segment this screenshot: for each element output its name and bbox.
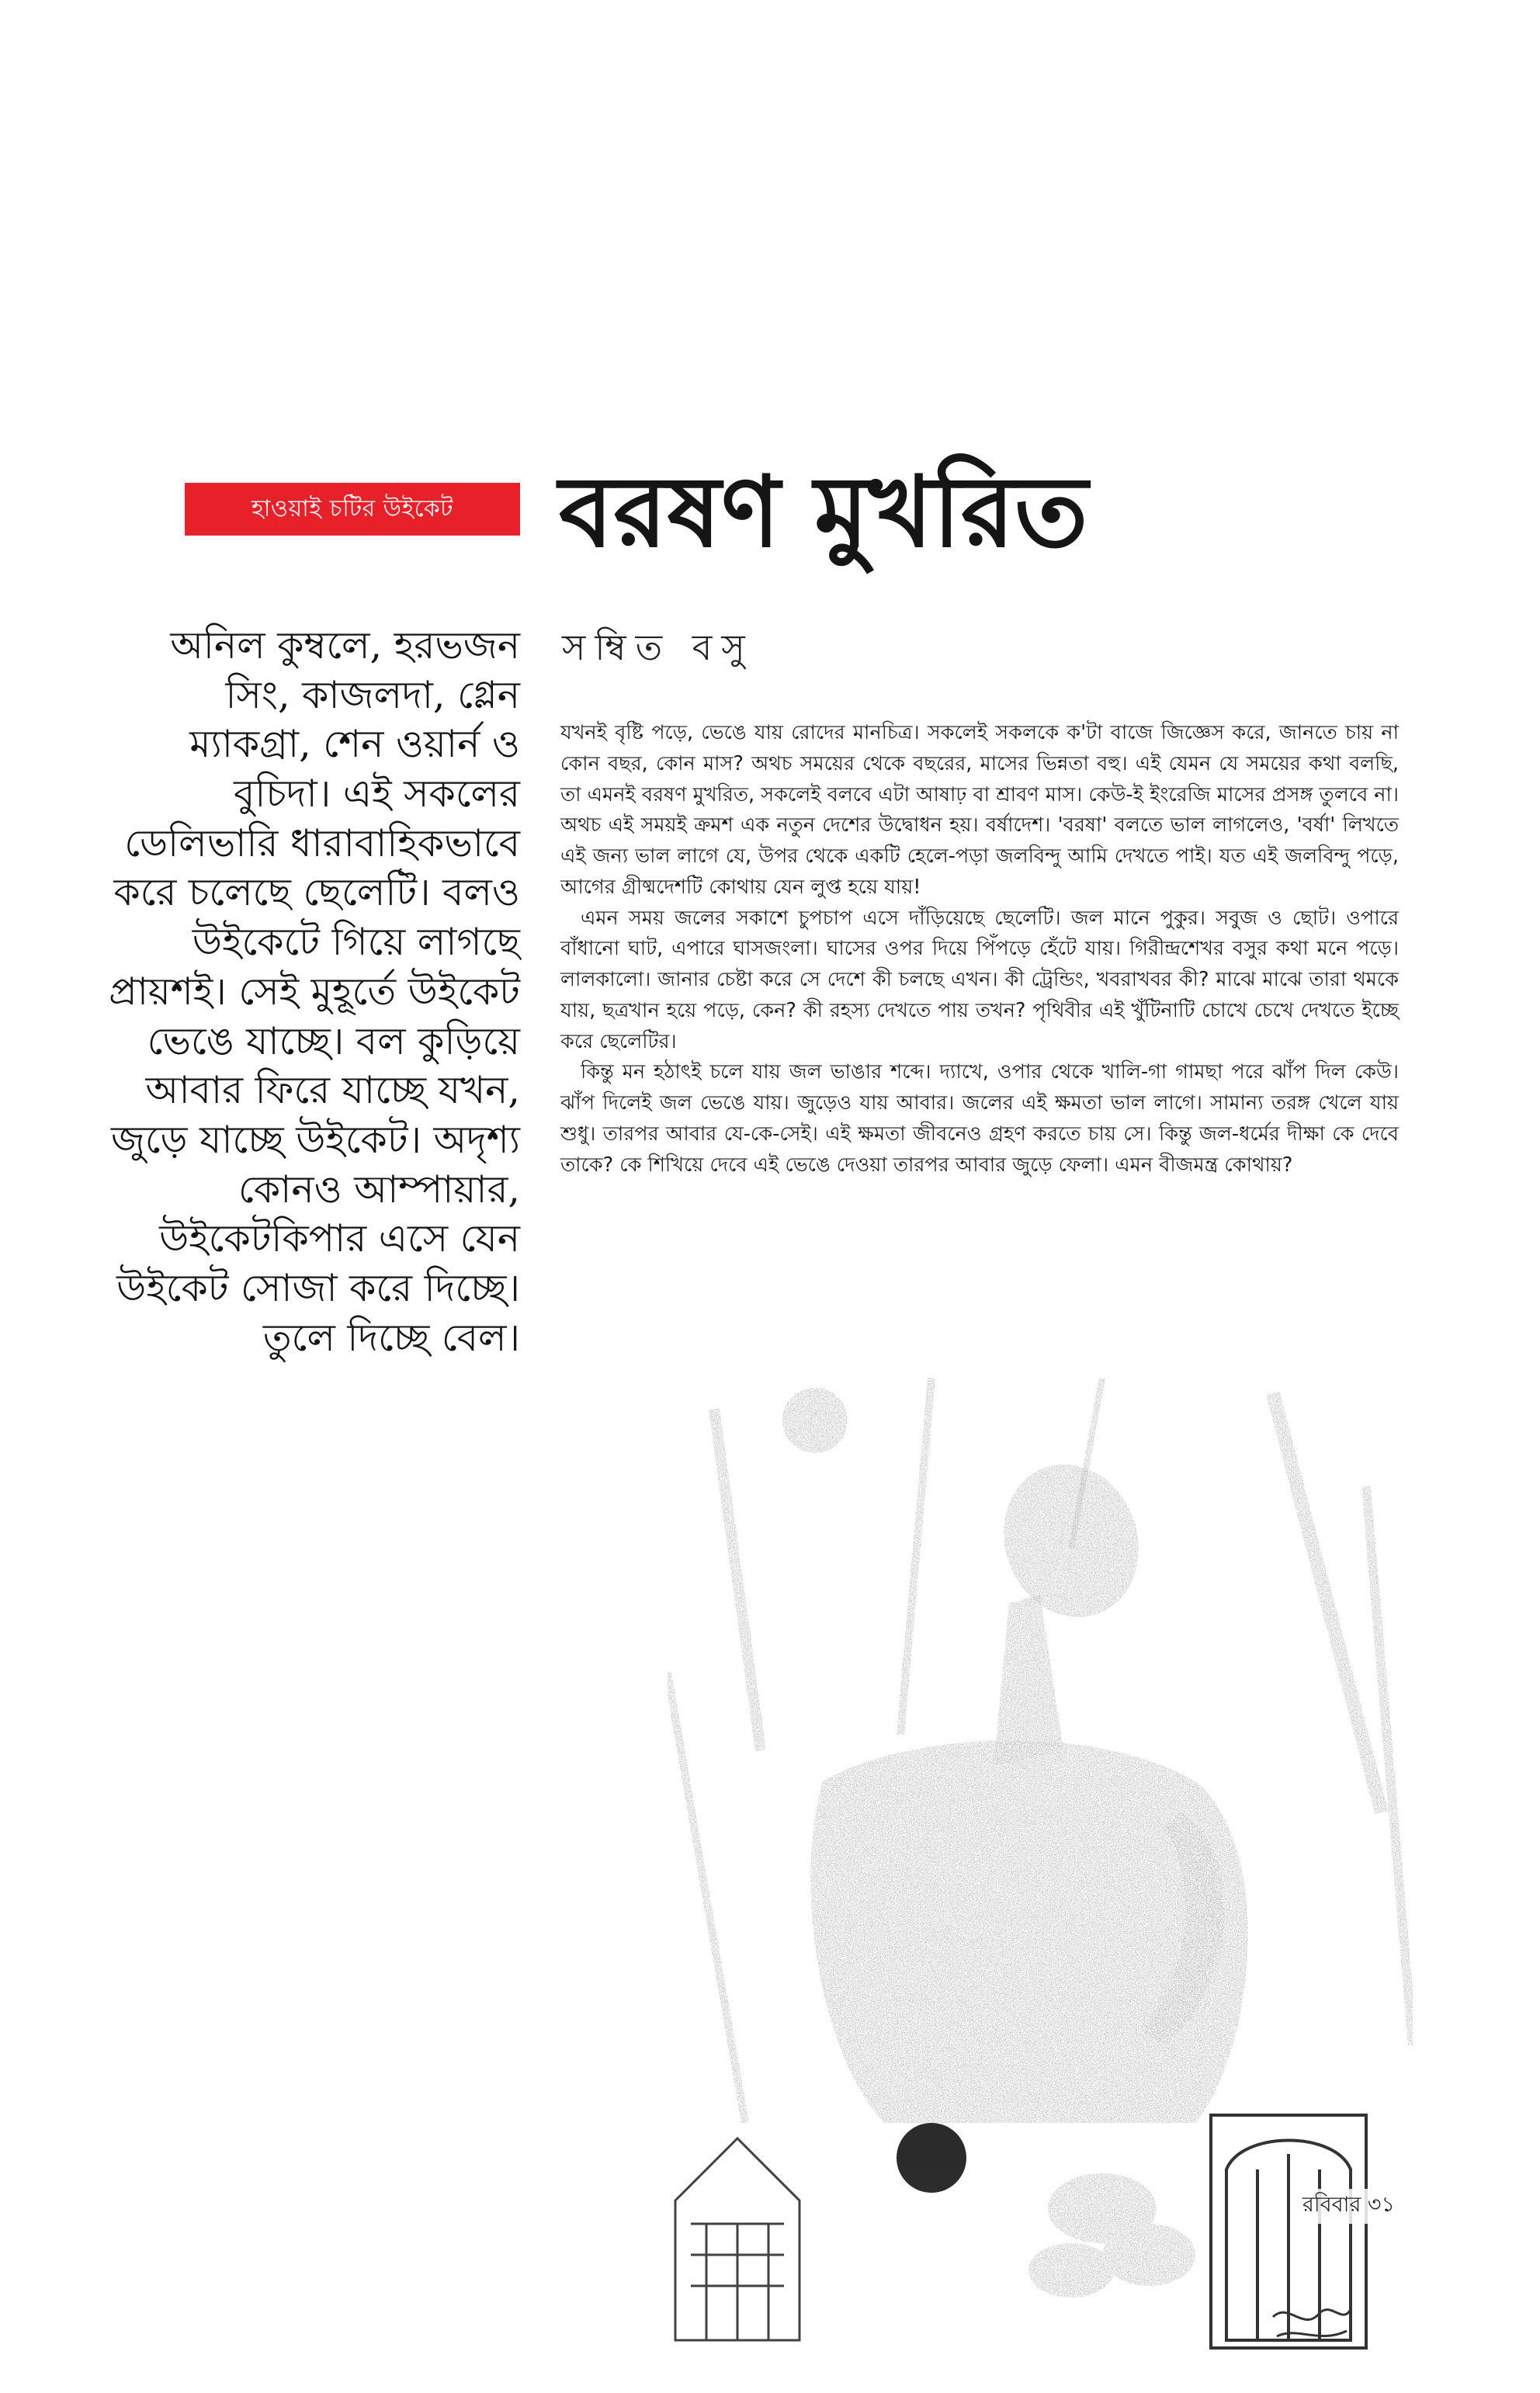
neck-figure — [994, 1595, 1063, 1766]
torso-figure — [810, 1740, 1247, 2123]
ball-figure — [897, 2123, 966, 2193]
pull-quote: অনিল কুম্বলে, হরভজন সিং, কাজলদা, গ্লেন ম্যাকগ্রা, শেন ওয়ার্ন ও বুচিদা। এই সকলের ডেলিভারি ধারাবাহিকভাবে করে চলেছে ছেলেটি। বলও উইকেটে গিয়ে লাগছে প্রায়শই। সেই মুহূর্তে উইকেট ভেঙে যাচ্ছে। বল কুড়িয়ে আবার ফিরে যাচ্ছে যখন, জুড়ে যাচ্ছে উইকেট। অদৃশ্য কোনও আম্পায়ার, উইকেটকিপার এসে যেন উইকেট সোজা করে দিচ্ছে। তুলে দিচ্ছে বেল। — [109, 623, 520, 1360]
body-paragraph-2: এমন সময় জলের সকাশে চুপচাপ এসে দাঁড়িয়েছে ছেলেটি। জল মানে পুকুর। সবুজ ও ছোট। ওপারে বাঁধানো ঘাট, এপারে ঘাসজংলা। ঘাসের ওপর দিয়ে পিঁপড়ে হেঁটে যায়। গিরীন্দ্রশেখর বসুর কথা মনে পড়ে। লালকালো। জানার চেষ্টা করে সে দেশে কী চলছে এখন। কী ট্রেন্ডিং, খবরাখবর কী? মাঝে মাঝে তারা থমকে যায়, ছত্রখান হয়ে পড়ে, কেন? কী রহস্য দেখতে পায় তখন? পৃথিবীর এই খুঁটিনাটি চোখে চেখে দেখতে ইচ্ছে করে ছেলেটির। — [560, 906, 1399, 1053]
body-paragraph-1: যখনই বৃষ্টি পড়ে, ভেঙে যায় রোদের মানচিত্র। সকলেই সকলকে ক'টা বাজে জিজ্ঞেস করে, জানতে চায় না কোন বছর, কোন মাস? অথচ সময়ের থেকে বছরের, মাসের ভিন্নতা বহু। এই যেমন যে সময়ের কথা বলছি, তা এমনই বরষণ মুখরিত, সকলেই বলবে এটা আষাঢ় বা শ্রাবণ মাস। কেউ-ই ইংরেজি মাসের প্রসঙ্গ তুলবে না। অথচ এই সময়ই ক্রমশ এক নতুন দেশের উদ্বোধন হয়। বর্ষাদেশ। 'বরষা' বলতে ভাল লাগলেও, 'বর্ষা' লিখতে এই জন্য ভাল লাগে যে, উপর থেকে একটি হেলে-পড়া জলবিন্দু আমি দেখতে পাই। যত এই জলবিন্দু পড়ে, আগের গ্রীষ্মদেশটি কোথায় যেন লুপ্ত হয়ে যায়! — [560, 721, 1399, 899]
house-sketch-left — [675, 2138, 799, 2340]
sketch-illustration — [605, 1347, 1444, 2379]
sun-blot — [782, 1388, 848, 1453]
series-label: হাওয়াই চটির উইকেট — [185, 483, 520, 536]
article-body — [560, 718, 1399, 1181]
article-title: বরষণ মুখরিত — [559, 454, 1088, 569]
page-footer: রবিবার ৩১ — [1298, 2189, 1400, 2224]
body-paragraph-3: কিন্তু মন হঠাৎই চলে যায় জল ভাঙার শব্দে। দ্যাখে, ওপার থেকে খালি-গা গামছা পরে ঝাঁপ দিল কেউ। ঝাঁপ দিলেই জল ভেঙে যায়। জুড়েও যায় আবার। জলের এই ক্ষমতা ভাল লাগে। সামান্য তরঙ্গ খেলে যায় শুধু। তারপর আবার যে-কে-সেই। এই ক্ষমতা জীবনেও গ্রহণ করতে চায় সে। কিন্তু জল-ধর্মের দীক্ষা কে দেবে তাকে? কে শিখিয়ে দেবে এই ভেঙে দেওয়া তারপর আবার জুড়ে ফেলা। এমন বীজমন্ত্র কোথায়? — [560, 1060, 1399, 1177]
foliage-sketch — [1028, 2173, 1195, 2298]
artist-signature — [1273, 2309, 1351, 2336]
author-byline: সম্বিত বসু — [562, 626, 754, 668]
